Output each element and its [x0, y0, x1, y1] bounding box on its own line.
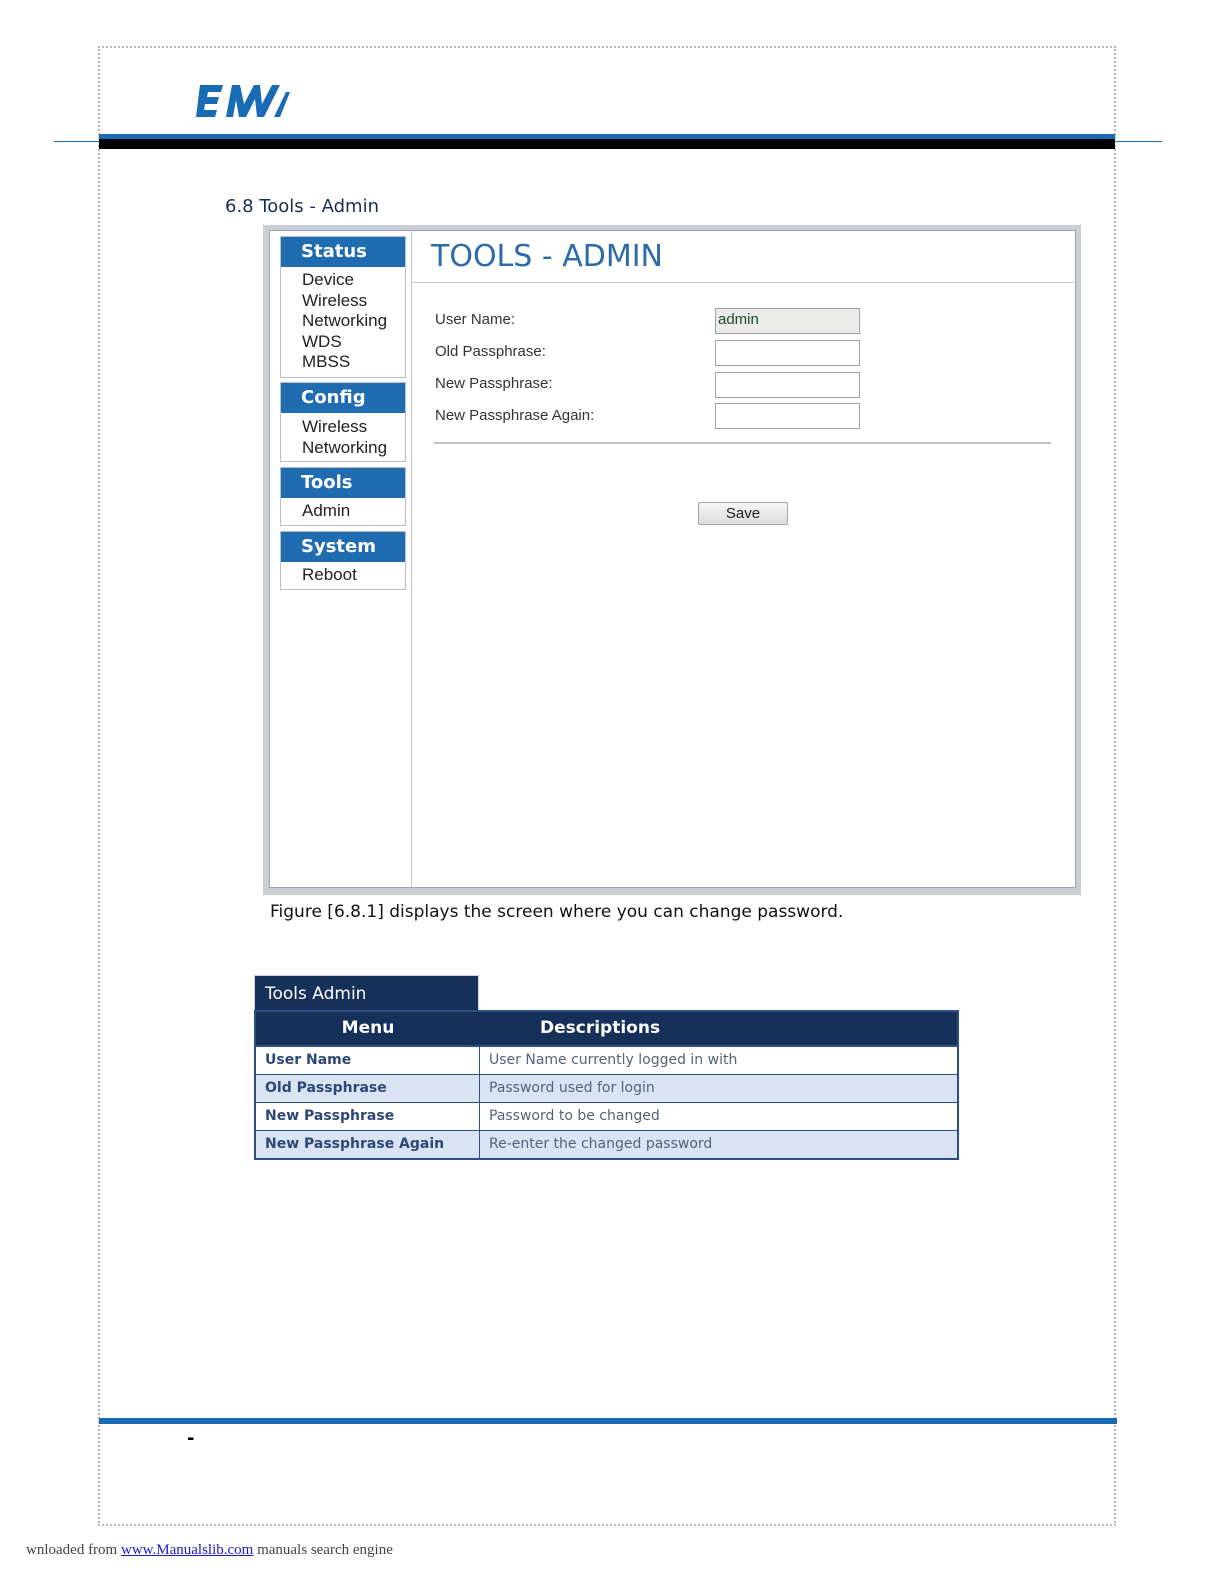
menu-item-config-networking[interactable]: Networking	[302, 437, 388, 457]
row-menu: New Passphrase Again	[256, 1131, 480, 1158]
menu-item-device[interactable]: Device	[302, 270, 354, 289]
menu-item-admin[interactable]: Admin	[302, 501, 351, 520]
menu-item-reboot[interactable]: Reboot	[302, 565, 357, 584]
row-desc: Password used for login	[489, 1080, 655, 1096]
download-suffix: manuals search engine	[257, 1542, 393, 1558]
menu-heading-status[interactable]: Status	[281, 237, 405, 267]
row-desc: User Name currently logged in with	[489, 1052, 738, 1068]
row-menu: Old Passphrase	[256, 1075, 480, 1102]
old-passphrase-input[interactable]	[715, 340, 860, 366]
new-passphrase-again-input[interactable]	[715, 403, 860, 429]
page-title: TOOLS - ADMIN	[431, 239, 664, 274]
download-note	[26, 1542, 393, 1559]
sidebar	[270, 231, 412, 887]
description-table	[254, 1010, 959, 1160]
row-desc: Re-enter the changed password	[489, 1136, 713, 1152]
menu-heading-system[interactable]: System	[281, 532, 405, 562]
old-passphrase-label: Old Passphrase:	[435, 343, 546, 360]
user-name-label: User Name:	[435, 311, 516, 328]
footer-blue-bar	[99, 1418, 1117, 1424]
form-divider	[434, 442, 1051, 444]
figure-caption: Figure [6.8.1] displays the screen where you can change password.	[270, 902, 844, 922]
table-row	[256, 1131, 957, 1158]
menu-heading-config[interactable]: Config	[281, 383, 405, 413]
menu-item-networking[interactable]: Networking	[302, 311, 388, 330]
header-menu: Menu	[341, 1018, 395, 1038]
download-prefix: wnloaded from	[26, 1542, 118, 1558]
menu-group-tools	[280, 467, 406, 526]
screenshot-window	[269, 230, 1076, 888]
menu-item-wireless[interactable]: Wireless	[302, 290, 368, 310]
row-desc: Password to be changed	[489, 1108, 660, 1124]
user-name-input[interactable]: admin	[715, 308, 860, 334]
new-passphrase-again-label: New Passphrase Again:	[435, 407, 595, 424]
menu-group-status	[280, 236, 406, 378]
table-tab-title: Tools Admin	[254, 975, 479, 1011]
row-menu: User Name	[256, 1047, 480, 1074]
menu-heading-tools[interactable]: Tools	[281, 468, 405, 498]
table-row	[256, 1075, 957, 1103]
menu-group-system	[280, 531, 406, 590]
new-passphrase-input[interactable]	[715, 372, 860, 398]
menu-item-wds[interactable]: WDS	[302, 331, 342, 351]
manualslib-link[interactable]: www.Manualslib.com	[120, 1542, 254, 1558]
table-row	[256, 1047, 957, 1075]
menu-item-config-wireless[interactable]: Wireless	[302, 417, 368, 436]
header-descriptions: Descriptions	[540, 1018, 661, 1038]
title-divider	[412, 282, 1074, 283]
menu-item-mbss[interactable]: MBSS	[302, 352, 351, 371]
emw-logo	[196, 84, 290, 118]
section-title: 6.8 Tools - Admin	[225, 196, 379, 217]
header-line-right	[1116, 141, 1162, 142]
table-row	[256, 1103, 957, 1131]
new-passphrase-label: New Passphrase:	[435, 375, 553, 392]
header-black-bar	[99, 139, 1115, 149]
header-line-left	[54, 141, 100, 142]
screenshot-frame	[263, 225, 1081, 895]
table-header	[256, 1012, 957, 1047]
page-number-dash: -	[187, 1428, 195, 1449]
save-button[interactable]: Save	[698, 502, 788, 525]
menu-group-config	[280, 382, 406, 462]
row-menu: New Passphrase	[256, 1103, 480, 1130]
